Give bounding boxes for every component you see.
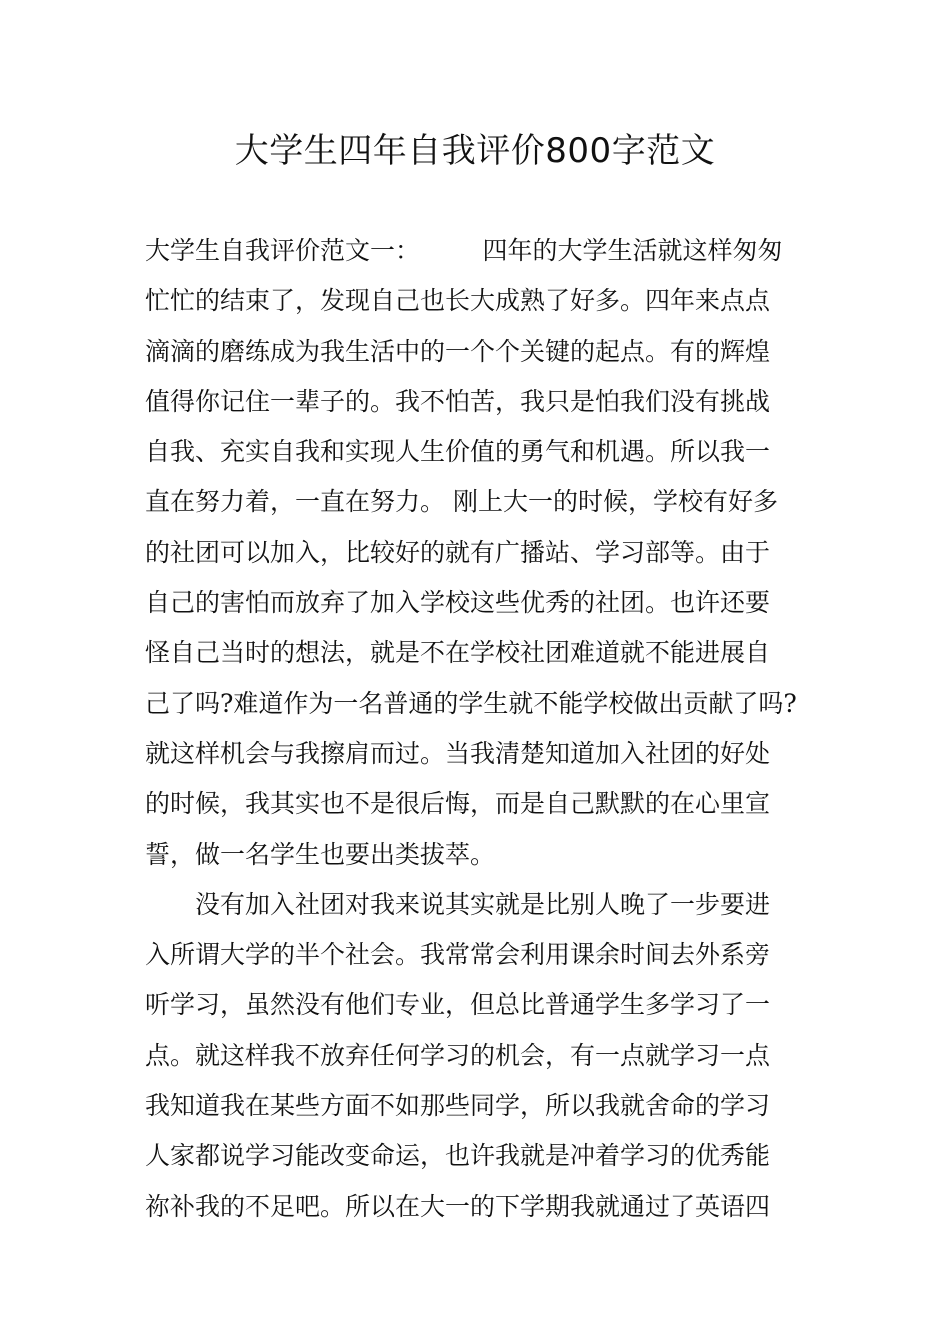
text-line: 点。就这样我不放弃任何学习的机会，有一点就学习一点 — [145, 1040, 771, 1070]
text-line: 誓，做一名学生也要出类拔萃。 — [145, 839, 496, 869]
text-line: 的社团可以加入，比较好的就有广播站、学习部等。由于 — [145, 537, 771, 567]
text-line: 入所谓大学的半个社会。我常常会利用课余时间去外系旁 — [145, 940, 771, 970]
document-body — [145, 226, 810, 1232]
text-line: 自我、充实自我和实现人生价值的勇气和机遇。所以我一 — [145, 437, 771, 467]
text-line: 直在努力着，一直在努力。 刚上大一的时候，学校有好多 — [145, 487, 778, 517]
text-line: 忙忙的结束了，发现自己也长大成熟了好多。四年来点点 — [145, 286, 771, 316]
document-title: 大学生四年自我评价800字范文 — [234, 131, 716, 171]
text-line: 滴滴的磨练成为我生活中的一个个关键的起点。有的辉煌 — [145, 336, 771, 366]
text-line: 没有加入社团对我来说其实就是比别人晚了一步要进 — [145, 889, 771, 919]
text-line: 自己的害怕而放弃了加入学校这些优秀的社团。也许还要 — [145, 588, 771, 618]
text-line: 就这样机会与我擦肩而过。当我清楚知道加入社团的好处 — [145, 738, 771, 768]
text-line: 大学生自我评价范文一： 四年的大学生活就这样匆匆 — [145, 236, 783, 265]
text-line: 人家都说学习能改变命运，也许我就是冲着学习的优秀能 — [145, 1141, 771, 1171]
text-line: 的时候，我其实也不是很后悔，而是自己默默的在心里宣 — [145, 789, 771, 819]
text-line: 怪自己当时的想法，就是不在学校社团难道就不能进展自 — [145, 638, 771, 668]
text-line: 己了吗?难道作为一名普通的学生就不能学校做出贡献了吗? — [145, 688, 797, 718]
text-line: 值得你记住一辈子的。我不怕苦，我只是怕我们没有挑战 — [145, 386, 771, 416]
text-line: 祢补我的不足吧。所以在大一的下学期我就通过了英语四 — [145, 1191, 771, 1221]
text-line: 听学习，虽然没有他们专业，但总比普通学生多学习了一 — [145, 990, 771, 1020]
text-line: 我知道我在某些方面不如那些同学，所以我就舍命的学习 — [145, 1091, 771, 1121]
